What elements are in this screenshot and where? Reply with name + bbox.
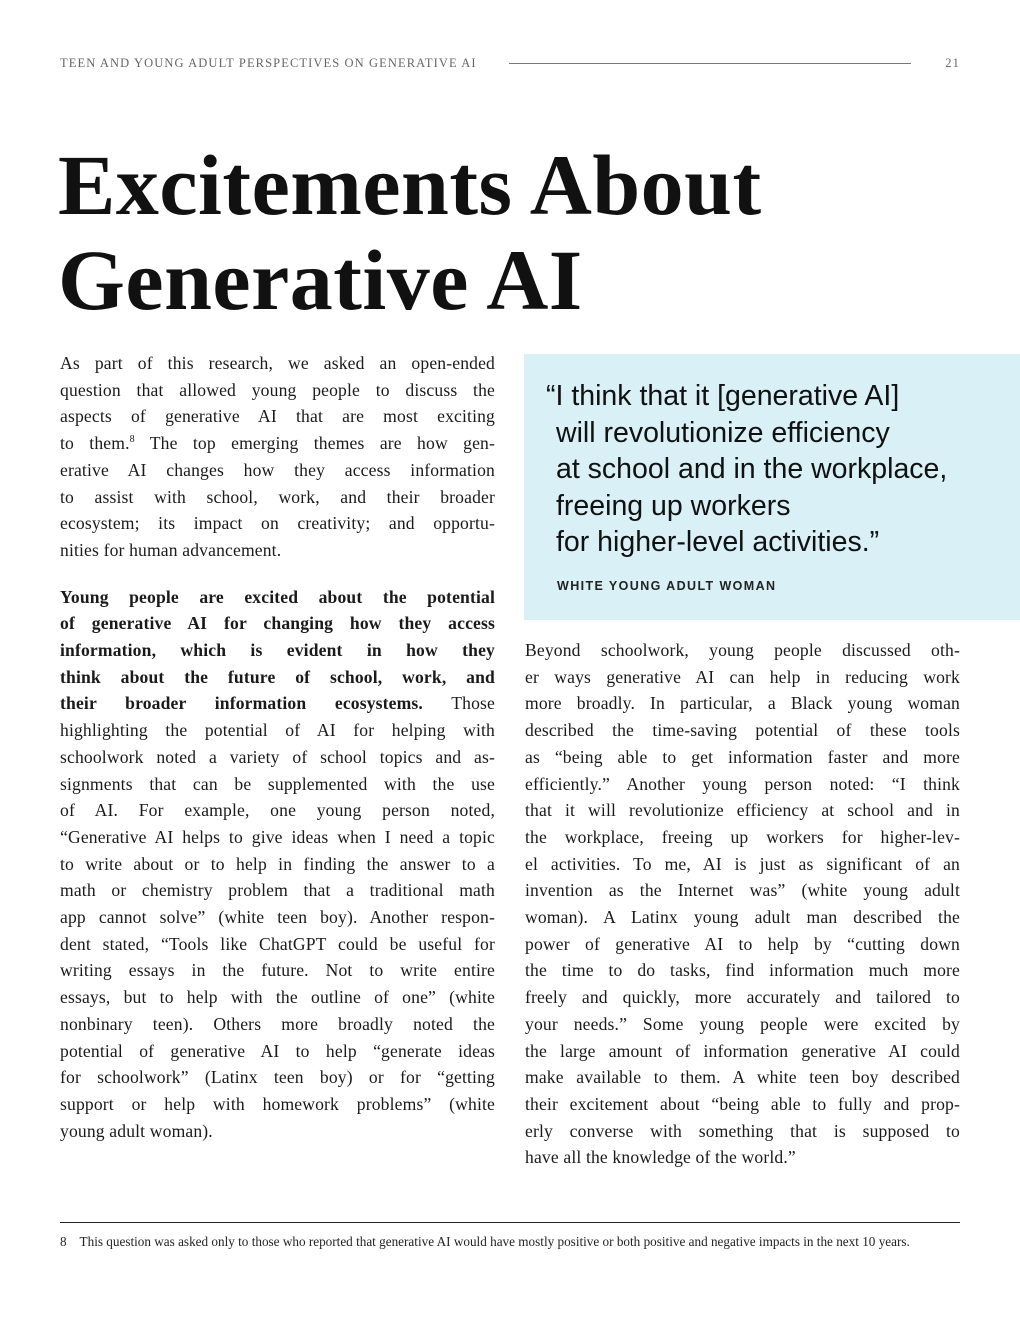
text-line: highlighting the potential of AI for helping with [60,720,495,741]
text-line: app cannot solve” (white teen boy). Another respon- [60,907,495,928]
footnote-number: 8 [60,1234,67,1249]
footnote-text: This question was asked only to those who reported that generative AI would have mostly positive or both positive and negative impacts in the next 10 years. [79,1234,910,1249]
text-line: er ways generative AI can help in reducing work [525,666,960,687]
text-line: dent stated, “Tools like ChatGPT could be useful for [60,933,495,954]
text-line: schoolwork noted a variety of school topics and as- [60,746,495,767]
pull-quote-attribution: WHITE YOUNG ADULT WOMAN [557,579,777,593]
work-paragraph [525,637,960,1171]
text-line: young adult woman). [60,1120,213,1141]
text-line: described the time-saving potential of these tools [525,720,960,741]
running-title: TEEN AND YOUNG ADULT PERSPECTIVES ON GENERATIVE AI [60,55,477,70]
text-line: power of generative AI to help by “cutting down [525,933,960,954]
text-line: of AI. For example, one young person noted, [60,800,495,821]
text-line: essays, but to help with the outline of one” (white [60,987,495,1008]
left-column [60,350,495,1164]
text-line: woman). A Latinx young adult man described the [525,907,960,928]
bold-lead: their broader information ecosystems. [60,693,423,714]
bold-lead-line: information, which is evident in how they [60,640,495,661]
text-line: the workplace, freeing up workers for higher-lev- [525,826,960,847]
text-line: nonbinary teen). Others more broadly noted the [60,1013,495,1034]
text-line: support or help with homework problems” (white [60,1093,495,1114]
text-line: nities for human advancement. [60,539,282,560]
text-line: math or chemistry problem that a traditional math [60,880,495,901]
text-line: the large amount of information generative AI could [525,1040,960,1061]
quote-line: for higher-level activities.” [556,526,880,558]
text-span: Those [422,693,495,714]
quote-line: at school and in the workplace, [556,453,948,485]
text-line: the time to do tasks, find information much more [525,960,960,981]
quote-line: “I think that it [generative AI] [546,380,900,412]
text-line: make available to them. A white teen boy described [525,1067,960,1088]
bold-lead-line: of generative AI for changing how they access [60,613,495,634]
intro-paragraph [60,350,495,564]
text-line: Beyond schoolwork, young people discussed oth- [525,640,960,660]
text-line: As part of this research, we asked an open-ended [60,353,495,373]
text-line: el activities. To me, AI is just as significant of an [525,853,960,874]
text-line: more broadly. In particular, a Black young woman [525,693,960,714]
footnote [60,1233,960,1250]
text-line: that it will revolutionize efficiency at school and in [525,800,960,821]
text-line [60,690,495,717]
bold-lead-line: Young people are excited about the potential [60,586,495,607]
pull-quote-text [546,378,947,561]
text-line: to assist with school, work, and their broader [60,486,495,507]
pull-quote [524,354,1020,620]
quote-line: freeing up workers [556,489,791,522]
text-span: The top emerging themes are how gen- [134,433,495,454]
text-line: freely and quickly, more accurately and tailored to [525,987,960,1008]
page-number: 21 [945,55,960,70]
text-line: erative AI changes how they access information [60,459,495,480]
bold-lead-line: think about the future of school, work, and [60,666,495,687]
text-line: for schoolwork” (Latinx teen boy) or for “getting [60,1067,495,1088]
right-column [525,637,960,1191]
text-line: potential of generative AI to help “generate ideas [60,1040,495,1061]
running-header [60,55,960,71]
text-line: as “being able to get information faster and more [525,746,960,767]
text-line: efficiently.” Another young person noted: “I think [525,773,960,794]
text-line: signments that can be supplemented with the use [60,773,495,794]
title-line-2: Generative AI [58,232,583,328]
school-paragraph [60,584,495,1145]
text-span: to them. [60,433,130,454]
text-line: “Generative AI helps to give ideas when I need a topic [60,826,495,847]
quote-line: will revolutionize efficiency [556,416,890,449]
page-title [58,138,762,328]
text-line: invention as the Internet was” (white young adult [525,880,960,901]
text-line: writing essays in the future. Not to write entire [60,960,495,981]
text-line: their excitement about “being able to fully and prop- [525,1093,960,1114]
text-line: to write about or to help in finding the answer to a [60,853,495,874]
text-line: have all the knowledge of the world.” [525,1147,796,1168]
text-line: question that allowed young people to discuss the [60,379,495,400]
header-rule [509,63,912,64]
text-line [60,430,495,457]
footnote-ref[interactable]: 8 [129,434,135,446]
text-line: erly converse with something that is supposed to [525,1120,960,1141]
title-line-1: Excitements About [58,137,762,233]
footnote-rule [60,1222,960,1223]
text-line: ecosystem; its impact on creativity; and opportu- [60,513,495,534]
text-line: your needs.” Some young people were excited by [525,1013,960,1034]
text-line: aspects of generative AI that are most exciting [60,406,495,427]
